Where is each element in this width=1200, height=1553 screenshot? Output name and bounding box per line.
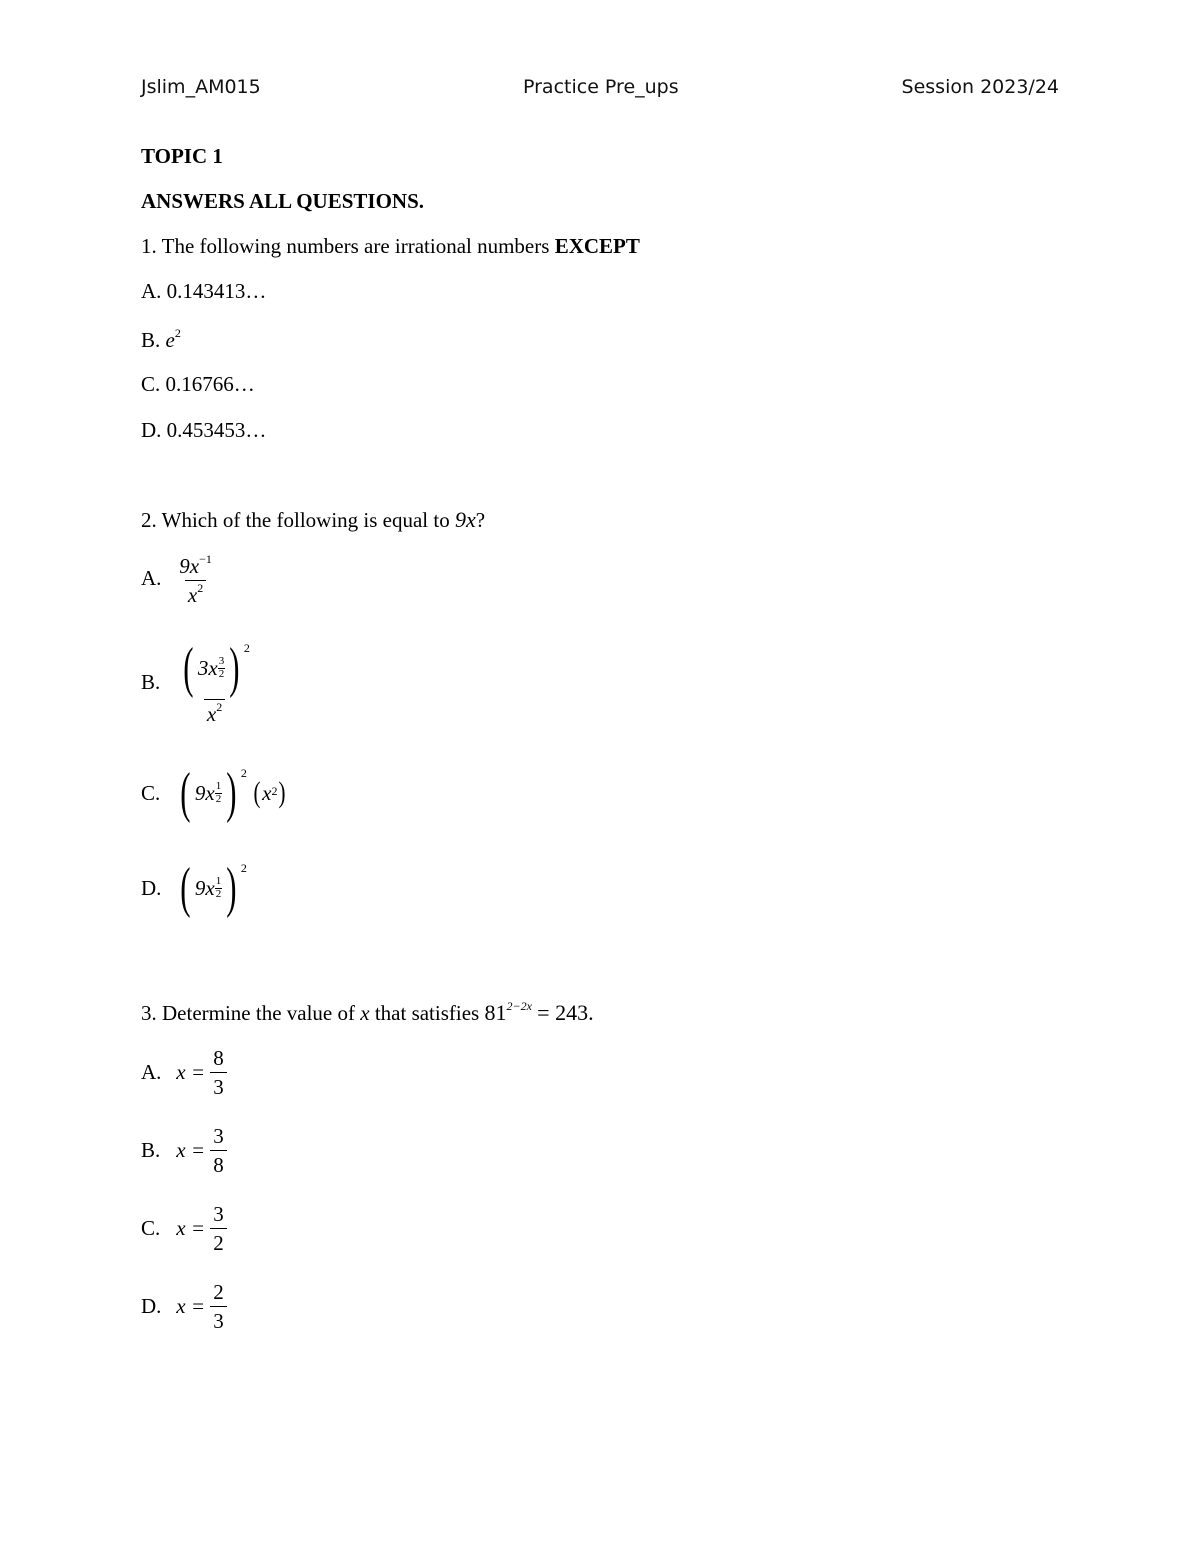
q2-option-c: C. ( 9x 1 2 ) 2 ( x $^2$ ) [141, 762, 286, 824]
q1-option-a: A. 0.143413… [141, 279, 267, 303]
q1-option-d: D. 0.453453… [141, 418, 267, 442]
q3-option-c: C. x = $\frac{3}{2}$ [141, 1203, 227, 1254]
question-3: 3. Determine the value of x that satisfies $81^{2-2x} = 243$. [141, 999, 594, 1025]
q1-option-c: C. 0.16766… [141, 372, 255, 396]
q2-option-b: B. ( 3x 3 2 ) 2 $x^2$ [141, 640, 253, 725]
q3-option-b: B. x = $\frac{3}{8}$ [141, 1125, 227, 1176]
topic-heading: TOPIC 1 [141, 144, 223, 168]
fraction: $\frac{9x^{-1}}{x^2}$ [179, 552, 212, 608]
instruction: ANSWERS ALL QUESTIONS. [141, 189, 425, 213]
question-2-expr: 9x [454, 507, 476, 532]
question-2: 2. Which of the following is equal to 9x? [141, 507, 486, 532]
q3-option-a: A. x = $\frac{8}{3}$ [141, 1047, 227, 1098]
question-1-text: 1. The following numbers are irrational numbers [141, 234, 550, 258]
header-course-code: Jslim_AM015 [141, 76, 261, 98]
fraction: ( 3x 3 2 ) 2 $x^2$ [183, 637, 250, 726]
question-1 [141, 236, 640, 257]
q3-option-d: D. x = $\frac{2}{3}$ [141, 1281, 227, 1332]
q2-option-a: A. $\frac{9x^{-1}}{x^2}$ [141, 555, 215, 606]
header-session: Session 2023/24 [901, 76, 1059, 98]
header-title: Practice Pre_ups [523, 76, 679, 98]
q2-option-d: D. ( 9x 1 2 ) 2 [141, 857, 247, 919]
question-1-emphasis: EXCEPT [554, 234, 640, 258]
q1-option-b: B. $e^2$ [141, 326, 181, 352]
